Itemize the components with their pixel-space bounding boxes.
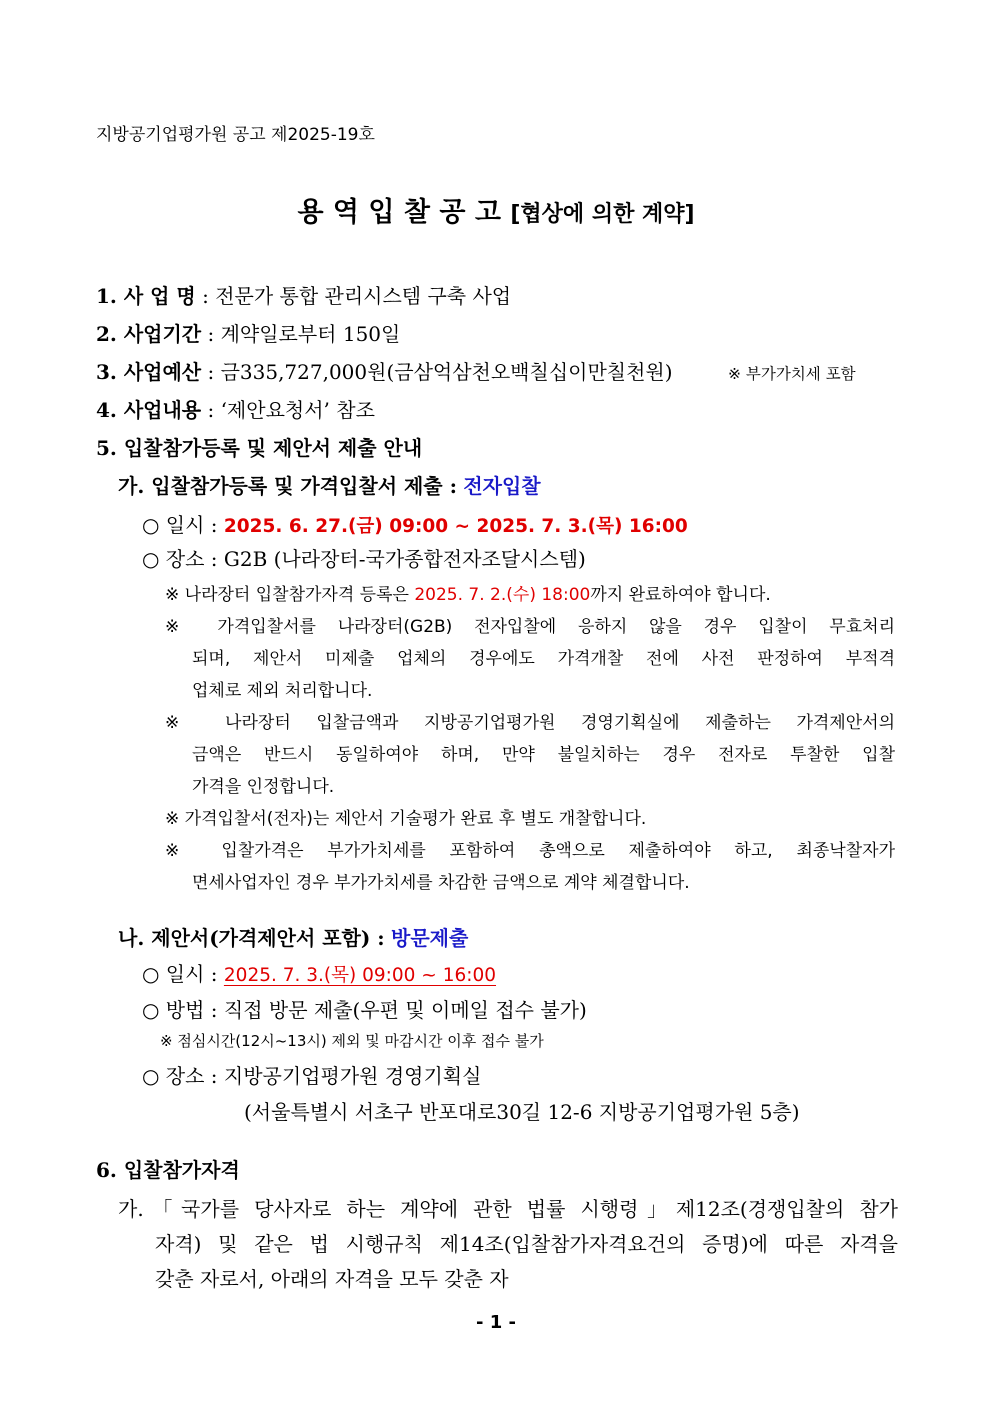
method-visit: 방문제출: [391, 926, 469, 950]
title-sub: [협상에 의한 계약]: [510, 202, 695, 227]
item-project-name: [96, 280, 511, 309]
item-project-content: [96, 394, 375, 423]
note-amount-line1: ※ 나라장터 입찰금액과 지방공기업평가원 경영기획실에 제출하는 가격제안서의: [165, 713, 895, 733]
item-project-period: [96, 318, 400, 347]
heading-text: 가. 입찰참가등록 및 가격입찰서 제출 :: [118, 474, 457, 498]
field-label: ○ 장소 :: [142, 547, 218, 571]
field-label: ○ 일시 :: [142, 962, 218, 986]
section-a-heading: [118, 470, 541, 499]
section-b-heading: [118, 922, 468, 951]
date-value: 2025. 6. 27.(금) 09:00 ~ 2025. 7. 3.(목) 16:00: [223, 516, 688, 537]
item-label: 3. 사업예산: [96, 360, 202, 384]
qualification-line1: 가.「국가를 당사자로 하는 계약에 관한 법률 시행령」제12조(경쟁입찰의 참가: [118, 1197, 898, 1221]
item-label: 1. 사 업 명: [96, 284, 196, 308]
separator: :: [201, 398, 221, 422]
note-vat-line2: 면세사업자인 경우 부가가치세를 차감한 금액으로 계약 체결합니다.: [192, 873, 690, 893]
qualification-line3: 갖춘 자로서, 아래의 자격을 모두 갖춘 자: [155, 1267, 509, 1291]
note-invalid-line1: ※ 가격입찰서를 나라장터(G2B) 전자입찰에 응하지 않을 경우 입찰이 무효처리: [165, 617, 895, 637]
item-bid-guide: 5. 입찰참가등록 및 제안서 제출 안내: [96, 436, 423, 460]
item-label: 2. 사업기간: [96, 322, 202, 346]
item-label: 4. 사업내용: [96, 398, 202, 422]
section-6-heading: 6. 입찰참가자격: [96, 1158, 240, 1182]
note-opening: ※ 가격입찰서(전자)는 제안서 기술평가 완료 후 별도 개찰합니다.: [165, 809, 647, 829]
section-b-place: [142, 1060, 481, 1089]
item-project-budget: [96, 356, 673, 385]
page-number: - 1 -: [476, 1312, 516, 1333]
separator: :: [201, 322, 221, 346]
place-value: 지방공기업평가원 경영기획실: [223, 1064, 482, 1088]
budget-vat-note: ※ 부가가치세 포함: [728, 365, 856, 383]
note-lunch: ※ 점심시간(12시~13시) 제외 및 마감시간 이후 접수 불가: [160, 1032, 544, 1050]
field-label: ○ 일시 :: [142, 513, 218, 537]
place-address: (서울특별시 서초구 반포대로30길 12-6 지방공기업평가원 5층): [244, 1100, 800, 1124]
note-amount-line2: 금액은 반드시 동일하여야 하며, 만약 불일치하는 경우 전자로 투찰한 입찰: [192, 745, 895, 765]
note-invalid-line2: 되며, 제안서 미제출 업체의 경우에도 가격개찰 전에 사전 판정하여 부적격: [192, 649, 895, 669]
notice-number: 지방공기업평가원 공고 제2025-19호: [96, 125, 375, 145]
note-amount-line3: 가격을 인정합니다.: [192, 777, 335, 797]
item-value: ‘제안요청서’ 참조: [220, 398, 375, 422]
method-electronic: 전자입찰: [463, 474, 541, 498]
item-value: 금335,727,000원(금삼억삼천오백칠십이만칠천원): [220, 360, 673, 384]
section-a-date: [142, 509, 688, 538]
note-text: ※ 나라장터 입찰참가자격 등록은: [165, 585, 409, 605]
section-b-date: [142, 958, 496, 987]
page-title: [0, 190, 992, 229]
note-registration: [165, 580, 771, 605]
heading-text: 나. 제안서(가격제안서 포함) :: [118, 926, 385, 950]
item-value: 계약일로부터 150일: [220, 322, 401, 346]
field-label: ○ 방법 :: [142, 998, 218, 1022]
registration-deadline: 2025. 7. 2.(수) 18:00: [414, 585, 591, 605]
separator: :: [201, 360, 221, 384]
qualification-line2: 자격) 및 같은 법 시행규칙 제14조(입찰참가자격요건의 증명)에 따른 자격을: [155, 1232, 898, 1256]
date-value: 2025. 7. 3.(목) 09:00 ~ 16:00: [223, 965, 497, 986]
title-main: 용 역 입 찰 공 고: [297, 197, 501, 228]
note-text: 까지 완료하여야 합니다.: [590, 585, 771, 605]
section-a-place: [142, 543, 586, 572]
separator: :: [195, 284, 216, 308]
place-value: G2B (나라장터-국가종합전자조달시스템): [223, 547, 586, 571]
field-label: ○ 장소 :: [142, 1064, 218, 1088]
note-vat-line1: ※ 입찰가격은 부가가치세를 포함하여 총액으로 제출하여야 하고, 최종낙찰자가: [165, 841, 895, 861]
method-value: 직접 방문 제출(우편 및 이메일 접수 불가): [223, 998, 587, 1022]
item-value: 전문가 통합 관리시스템 구축 사업: [215, 284, 512, 308]
section-b-method: [142, 994, 587, 1023]
note-invalid-line3: 업체로 제외 처리합니다.: [192, 681, 373, 701]
